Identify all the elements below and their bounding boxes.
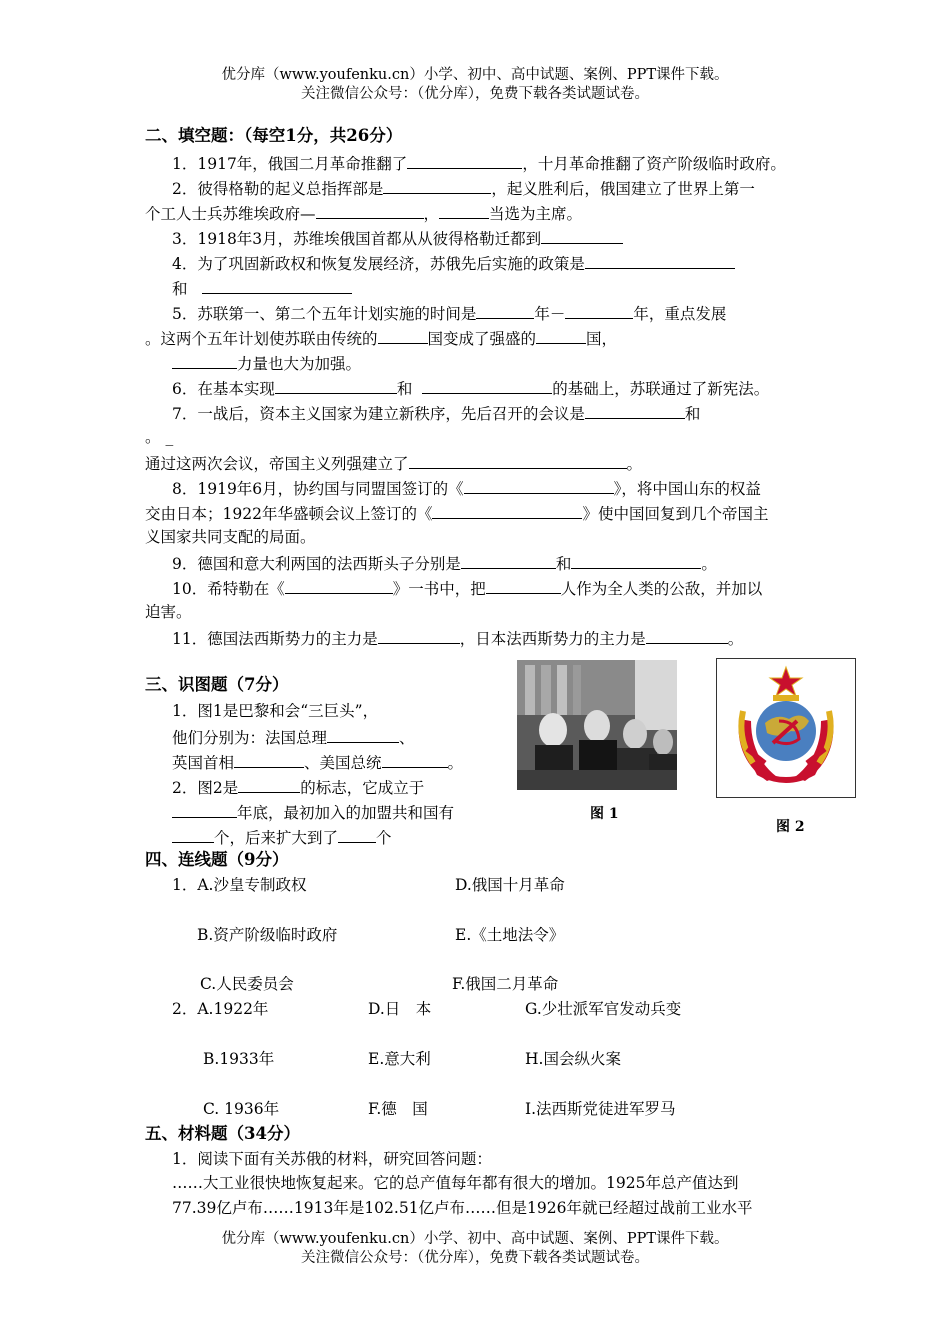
question-2-9: 9．德国和意大利两国的法西斯头子分别是 和 。 <box>172 552 717 574</box>
blank[interactable] <box>383 177 491 194</box>
question-2-5-cont: 。这两个五年计划使苏联由传统的 国变成了强盛的 国， <box>145 327 617 349</box>
question-2-4-cont: 和 <box>172 277 352 299</box>
blank[interactable] <box>461 552 556 569</box>
match-item-2g[interactable]: G.少壮派军官发动兵变 <box>525 1000 682 1018</box>
section5-title: 五、材料题（34分） <box>145 1124 300 1143</box>
blank[interactable] <box>486 577 561 594</box>
blank[interactable] <box>378 627 460 644</box>
blank[interactable] <box>172 352 237 369</box>
blank[interactable] <box>285 577 393 594</box>
blank[interactable] <box>338 826 376 843</box>
question-3-2-cont2: 个，后来扩大到了 个 <box>172 826 392 848</box>
blank[interactable] <box>646 627 728 644</box>
blank[interactable] <box>409 452 627 469</box>
figure-2-emblem <box>716 658 856 798</box>
question-2-1: 1．1917年，俄国二月革命推翻了 ，十月革命推翻了资产阶级临时政府。 <box>172 152 786 174</box>
blank[interactable] <box>585 252 735 269</box>
blank[interactable] <box>432 502 582 519</box>
blank[interactable] <box>439 202 489 219</box>
blank[interactable] <box>234 751 304 768</box>
blank[interactable] <box>541 227 623 244</box>
question-2-8-cont: 交由日本；1922年华盛顿会议上签订的《 》使中国回复到几个帝国主 <box>145 502 768 524</box>
match-item-2c[interactable]: C. 1936年 <box>203 1100 280 1118</box>
question-5-1: 1．阅读下面有关苏俄的材料，研究回答问题： <box>172 1150 492 1168</box>
question-3-2-cont: 年底，最初加入的加盟共和国有 <box>172 801 454 823</box>
question-2-8-cont2: 义国家共同支配的局面。 <box>145 528 316 546</box>
question-3-1-cont: 他们分别为：法国总理 、 <box>172 726 415 748</box>
match-item-2f[interactable]: F.德 国 <box>368 1100 428 1118</box>
question-2-8: 8．1919年6月，协约国与同盟国签订的《 》，将中国山东的权益 <box>172 477 761 499</box>
question-2-2-cont: 个工人士兵苏维埃政府— ， 当选为主席。 <box>145 202 582 224</box>
question-2-10-cont: 迫害。 <box>145 603 192 621</box>
match-item-2d[interactable]: D.日 本 <box>368 1000 432 1018</box>
blank[interactable] <box>565 302 633 319</box>
blank[interactable] <box>585 402 685 419</box>
figure-1-photo <box>517 660 677 790</box>
blank[interactable] <box>275 377 397 394</box>
question-2-11: 11．德国法西斯势力的主力是 ，日本法西斯势力的主力是 。 <box>172 627 743 649</box>
question-2-5: 5．苏联第一、第二个五年计划实施的时间是 年－ 年，重点发展 <box>172 302 726 324</box>
section2-title: 二、填空题：（每空1分，共26分） <box>145 126 403 145</box>
header-line-1: 优分库（www.youfenku.cn）小学、初中、高中试题、案例、PPT课件下载。 <box>221 67 729 83</box>
page-footer <box>0 1230 950 1268</box>
match-item-2b[interactable]: B.1933年 <box>203 1050 275 1068</box>
footer-line-2: 关注微信公众号：（优分库），免费下载各类试题试卷。 <box>301 1250 649 1266</box>
question-2-7: 7．一战后，资本主义国家为建立新秩序，先后召开的会议是 和 <box>172 402 700 424</box>
ussr-emblem-icon <box>717 659 855 797</box>
question-3-2: 2．图2是 的标志，它成立于 <box>172 776 424 798</box>
question-3-1: 1．图1是巴黎和会“三巨头”， <box>172 702 379 720</box>
blank[interactable] <box>202 277 352 294</box>
blank[interactable] <box>172 826 214 843</box>
match-item-2e[interactable]: E.意大利 <box>368 1050 431 1068</box>
section3-title: 三、识图题（7分） <box>145 675 289 694</box>
blank[interactable] <box>571 552 701 569</box>
question-3-1-cont2: 英国首相 、美国总统 。 <box>172 751 463 773</box>
question-2-10: 10．希特勒在《 》一书中，把 人作为全人类的公敌，并加以 <box>172 577 762 599</box>
blank[interactable] <box>172 801 237 818</box>
question-2-4: 4．为了巩固新政权和恢复发展经济，苏俄先后实施的政策是 <box>172 252 735 274</box>
section4-title: 四、连线题（9分） <box>145 850 289 869</box>
question-2-6: 6．在基本实现 和 的基础上，苏联通过了新宪法。 <box>172 377 769 399</box>
match-item-1e[interactable]: E.《土地法令》 <box>455 926 565 944</box>
match-item-2i[interactable]: I.法西斯党徒进军罗马 <box>525 1100 676 1118</box>
blank[interactable] <box>422 377 552 394</box>
blank[interactable] <box>464 477 614 494</box>
material-paragraph-1: ……大工业很快地恢复起来。它的总产值每年都有很大的增加。1925年总产值达到 <box>172 1174 739 1192</box>
blank[interactable] <box>536 327 586 344</box>
header-line-2: 关注微信公众号：（优分库），免费下载各类试题试卷。 <box>301 86 649 102</box>
match-item-1d[interactable]: D.俄国十月革命 <box>455 876 565 894</box>
figure-1-caption: 图 1 <box>590 806 619 822</box>
big-three-photo-image <box>517 660 677 790</box>
blank[interactable] <box>407 152 522 169</box>
blank[interactable] <box>382 751 448 768</box>
blank[interactable] <box>476 302 534 319</box>
question-2-5-cont2: 力量也大为加强。 <box>172 352 361 374</box>
match-item-1a[interactable]: 1．A.沙皇专制政权 <box>172 876 307 894</box>
blank[interactable] <box>238 776 300 793</box>
figure-2-caption: 图 2 <box>776 819 805 835</box>
question-2-7-cont2: 通过这两次会议，帝国主义列强建立了 。 <box>145 452 642 474</box>
match-item-1c[interactable]: C.人民委员会 <box>200 975 294 993</box>
match-item-2h[interactable]: H.国会纵火案 <box>525 1050 621 1068</box>
question-2-7-cont: 。 _ <box>145 428 174 446</box>
match-item-1b[interactable]: B.资产阶级临时政府 <box>197 926 338 944</box>
blank[interactable] <box>316 202 424 219</box>
question-2-3: 3．1918年3月，苏维埃俄国首都从从彼得格勒迁都到 <box>172 227 623 249</box>
material-paragraph-2: 77.39亿卢布……1913年是102.51亿卢布……但是1926年就已经超过战前工业水平 <box>172 1199 753 1217</box>
match-item-1f[interactable]: F.俄国二月革命 <box>452 975 559 993</box>
match-item-2a[interactable]: 2．A.1922年 <box>172 1000 269 1018</box>
question-2-2: 2．彼得格勒的起义总指挥部是 ，起义胜利后，俄国建立了世界上第一 <box>172 177 755 199</box>
blank[interactable] <box>378 327 428 344</box>
blank[interactable] <box>327 726 399 743</box>
page-header <box>0 66 950 104</box>
footer-line-1: 优分库（www.youfenku.cn）小学、初中、高中试题、案例、PPT课件下载。 <box>221 1231 729 1247</box>
